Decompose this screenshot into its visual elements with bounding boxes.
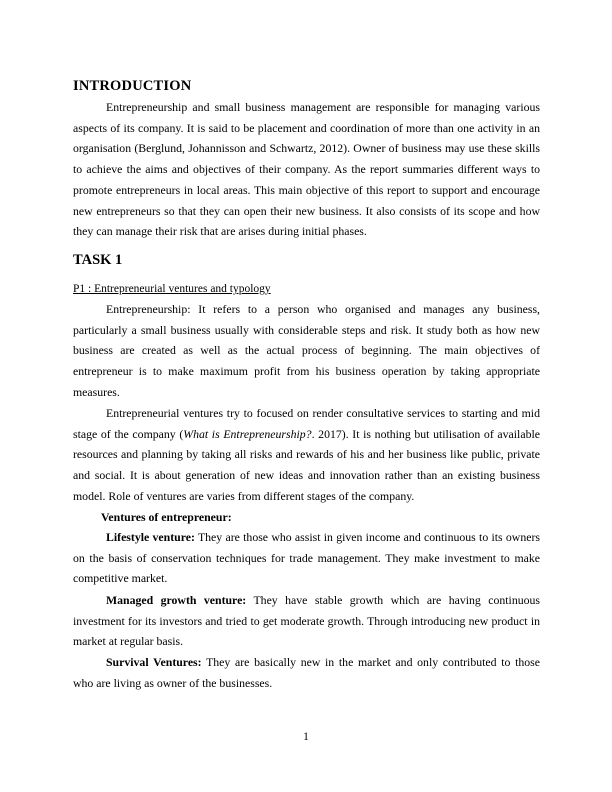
ventures-paragraph <box>73 403 540 507</box>
survival-venture-text: They are basically new in the market and only contributed to those who are living as owner of the businesses. <box>73 655 540 690</box>
introduction-heading: INTRODUCTION <box>73 78 192 94</box>
task-heading: TASK 1 <box>73 252 123 268</box>
lifestyle-venture-text: They are those who assist in given income and continuous to its owners on the basis of conservation techniques for trade management. They make investment to make competitive market. <box>73 530 540 586</box>
entrepreneurship-paragraph: Entrepreneurship: It refers to a person who organised and manages any business, particularly a small business usually with considerable steps and risk. It study both as how new business are created as well as the actual process of beginning. The main objectives of entrepreneur is to make maximum profit from his business operation by taking appropriate measures. <box>73 302 540 399</box>
survival-venture-label: Survival Ventures: <box>106 655 202 669</box>
introduction-paragraph: Entrepreneurship and small business management are responsible for managing various aspects of its company. It is said to be placement and coordination of more than one activity in an organisation (Berglund, Johannisson and Schwartz, 2012). Owner of business may use these skills to achieve the aims and objectives of their company. As the report summaries different ways to promote entrepreneurs in local areas. This main objective of this report to support and encourage new entrepreneurs so that they can open their new business. It also consists of its scope and how they can manage their risk that are arises during initial phases. <box>73 100 540 239</box>
managed-growth-venture-text: They have stable growth which are having continuous investment for its investors and tried to get moderate growth. Through introducing new product in market at regular basis. <box>73 593 540 649</box>
page-number: 1 <box>303 731 309 743</box>
lifestyle-venture-label: Lifestyle venture: <box>106 530 195 544</box>
ventures-subheading: Ventures of entrepreneur: <box>101 510 232 524</box>
survival-venture-paragraph <box>73 652 540 693</box>
section-subheading: P1 : Entrepreneurial ventures and typology <box>73 283 271 295</box>
lifestyle-venture-paragraph <box>73 527 540 589</box>
managed-growth-venture-paragraph <box>73 590 540 652</box>
ventures-text-before: Entrepreneurial ventures try to focused on render consultative services to starting and mid stage of the company ( <box>73 406 540 441</box>
managed-growth-venture-label: Managed growth venture: <box>106 593 247 607</box>
citation-title: What is Entrepreneurship? <box>183 426 312 441</box>
ventures-text-after: . 2017). It is nothing but utilisation of available resources and planning by taking all risks and rewards of his and her business like public, private and social. It is about generation of new ideas and innovation rather than an existing business model. Role of ventures are varies from different stages of the company. <box>73 426 540 503</box>
